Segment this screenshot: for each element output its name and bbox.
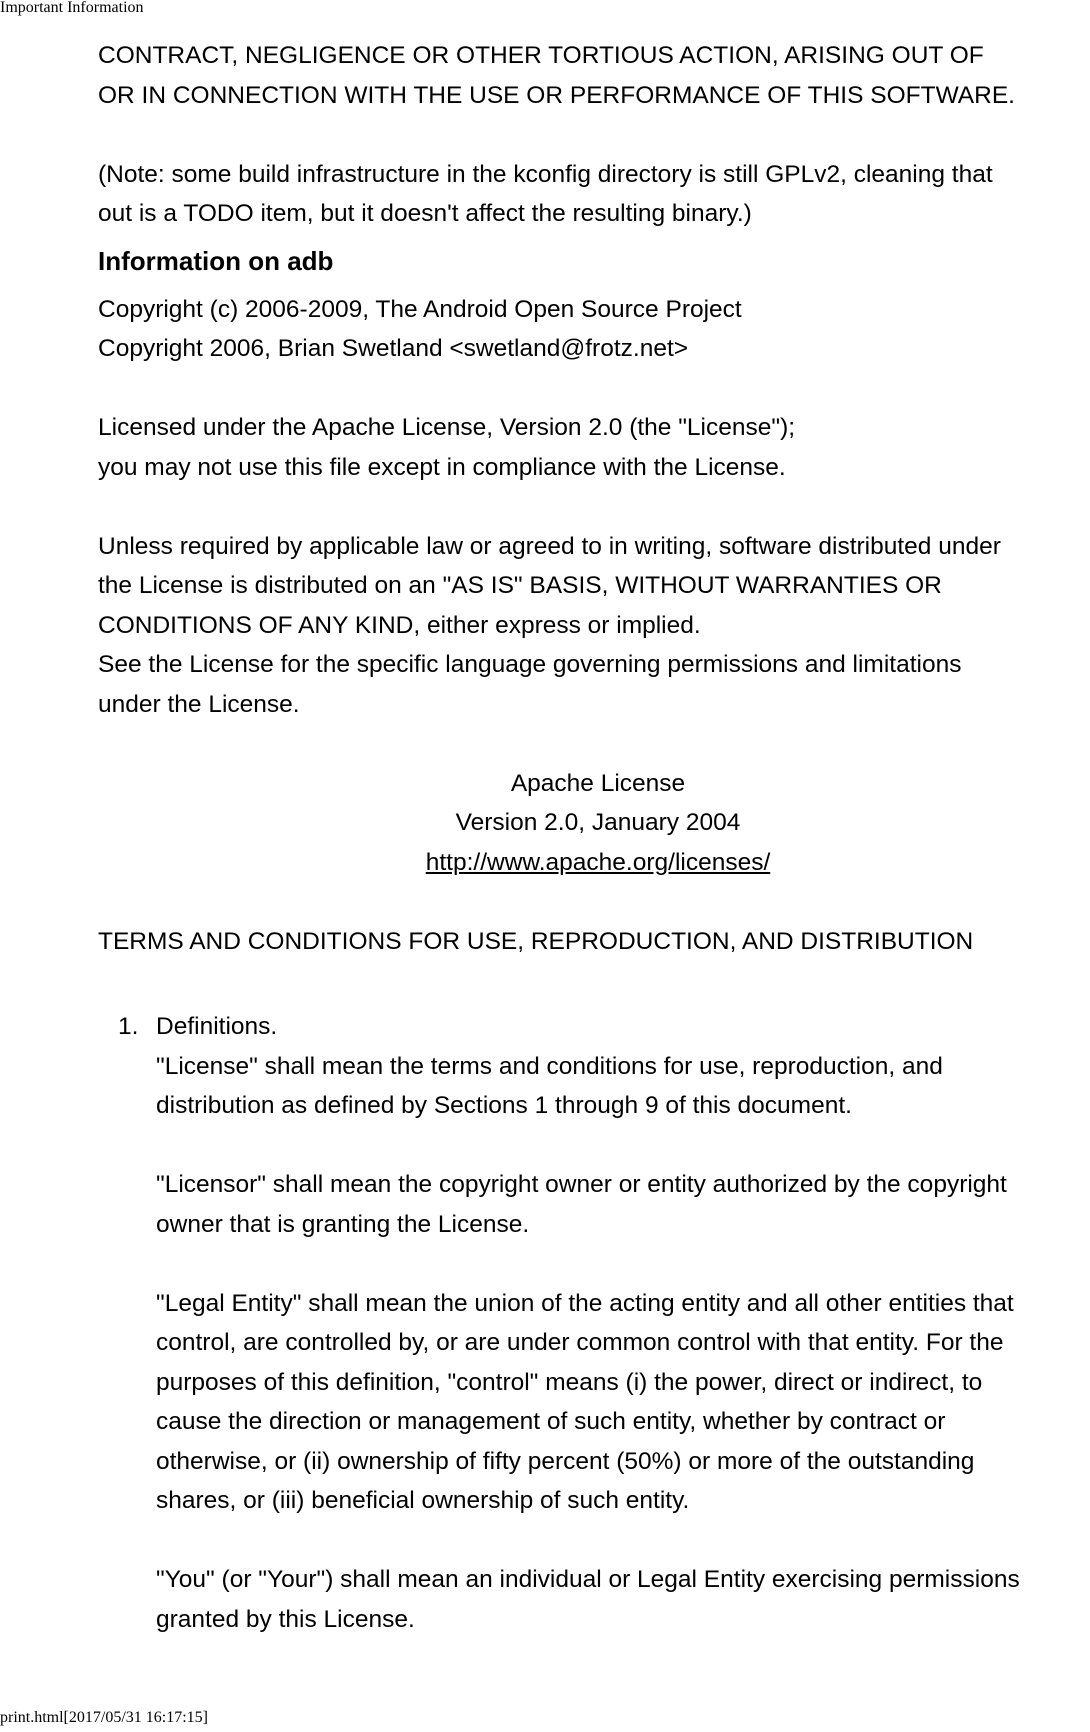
warranty-line: under the License. <box>98 690 300 718</box>
definition-line: "Licensor" shall mean the copyright owner or entity authorized by the copyright <box>156 1171 1007 1198</box>
document-body <box>98 36 1088 1639</box>
warranty-line: See the License for the specific language governing permissions and limitations <box>98 651 962 678</box>
spacer <box>98 487 1088 527</box>
definition-line: granted by this License. <box>156 1605 415 1633</box>
definitions-list <box>98 1007 1088 1639</box>
definition-line: control, are controlled by, or are under common control with that entity. For the <box>156 1329 1004 1356</box>
definitions-title: Definitions. <box>156 1013 278 1040</box>
note-line: (Note: some build infrastructure in the kconfig directory is still GPLv2, cleaning that <box>98 160 993 188</box>
list-number: 1. <box>118 1013 139 1040</box>
intro-line: CONTRACT, NEGLIGENCE OR OTHER TORTIOUS ACTION, ARISING OUT OF <box>98 42 984 69</box>
warranty-line: the License is distributed on an "AS IS" BASIS, WITHOUT WARRANTIES OR <box>98 572 942 599</box>
terms-heading: TERMS AND CONDITIONS FOR USE, REPRODUCTION, AND DISTRIBUTION <box>98 927 974 955</box>
apache-license-version: Version 2.0, January 2004 <box>455 809 741 836</box>
definition-line: otherwise, or (ii) ownership of fifty percent (50%) or more of the outstanding <box>156 1447 975 1475</box>
spacer <box>156 1244 1088 1284</box>
license-line: you may not use this file except in compliance with the License. <box>98 453 786 481</box>
intro-line: OR IN CONNECTION WITH THE USE OR PERFORMANCE OF THIS SOFTWARE. <box>98 81 1015 109</box>
definition-line: purposes of this definition, "control" means (i) the power, direct or indirect, to <box>156 1368 983 1396</box>
definition-line: "License" shall mean the terms and conditions for use, reproduction, and <box>156 1052 943 1080</box>
definition-line: "You" (or "Your") shall mean an individual or Legal Entity exercising permissions <box>156 1566 1020 1593</box>
note-line: out is a TODO item, but it doesn't affect the resulting binary.) <box>98 200 752 227</box>
definition-line: distribution as defined by Sections 1 through 9 of this document. <box>156 1092 852 1119</box>
definition-line: cause the direction or management of such entity, whether by contract or <box>156 1408 946 1435</box>
spacer <box>156 1126 1088 1166</box>
definition-line: owner that is granting the License. <box>156 1210 530 1238</box>
spacer <box>98 369 1088 409</box>
spacer <box>98 882 1088 922</box>
warranty-line: Unless required by applicable law or agreed to in writing, software distributed under <box>98 532 1001 560</box>
section-heading-adb: Information on adb <box>98 245 334 276</box>
definition-line: "Legal Entity" shall mean the union of the acting entity and all other entities that <box>156 1289 1014 1317</box>
apache-license-title: Apache License <box>510 769 686 797</box>
copyright-line: Copyright 2006, Brian Swetland <swetland@frotz.net> <box>98 335 689 362</box>
definition-line: shares, or (iii) beneficial ownership of such entity. <box>156 1487 690 1514</box>
warranty-line: CONDITIONS OF ANY KIND, either express or implied. <box>98 611 701 639</box>
print-header-title: Important Information <box>0 0 144 16</box>
license-line: Licensed under the Apache License, Version 2.0 (the "License"); <box>98 414 796 441</box>
apache-license-link[interactable]: http://www.apache.org/licenses/ <box>425 848 771 876</box>
spacer <box>98 115 1088 155</box>
list-item <box>156 1007 1088 1639</box>
print-footer-source: print.html[2017/05/31 16:17:15] <box>0 1709 208 1726</box>
copyright-line: Copyright (c) 2006-2009, The Android Open Source Project <box>98 295 742 323</box>
spacer <box>98 724 1088 764</box>
apache-license-link-line <box>98 843 1090 883</box>
spacer <box>156 1521 1088 1561</box>
